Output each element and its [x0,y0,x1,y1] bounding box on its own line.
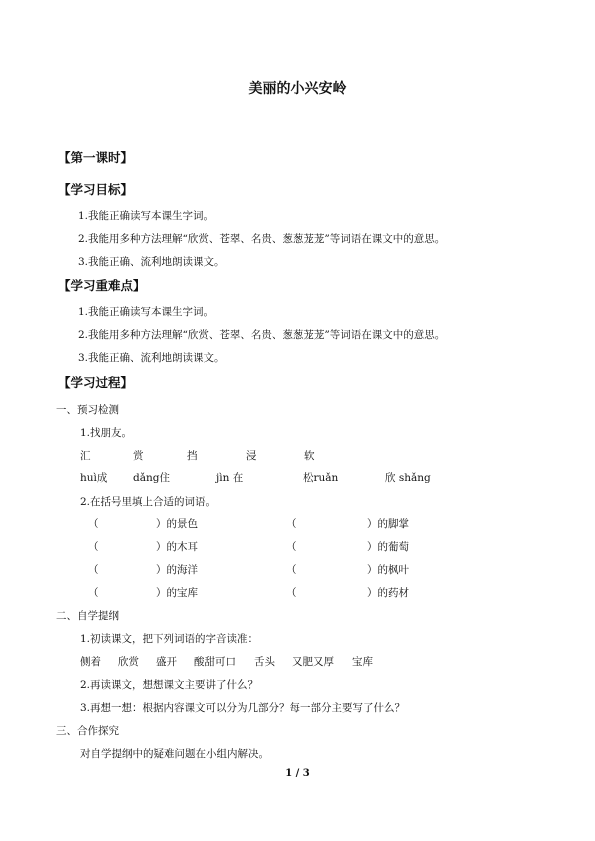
question: 2.在括号里填上合适的词语。 [80,496,217,508]
keypoint-item: 1.我能正确读写本课生字词。 [78,306,215,318]
pinyin-item: 欣 shǎng [385,472,431,484]
fill-bracket: （ [88,587,99,599]
pinyin-item: huì成 [80,472,108,484]
fill-bracket: （ [286,518,297,530]
fill-bracket: （ [88,564,99,576]
section-title: 一、预习检测 [56,404,119,416]
lesson-heading: 【第一课时】 [58,150,134,165]
char-item: 软 [304,450,315,462]
char-item: 浸 [246,450,257,462]
keypoint-item: 3.我能正确、流利地朗读课文。 [78,352,225,364]
question: 1.找朋友。 [80,427,133,439]
fill-bracket: （ [88,518,99,530]
char-item: 汇 [80,450,91,462]
goal-item: 2.我能用多种方法理解“欣赏、苍翠、名贵、葱葱茏茏”等词语在课文中的意思。 [78,233,446,245]
fill-bracket: （ [88,541,99,553]
fill-text: ）的枫叶 [367,564,409,576]
word-item: 侧着 [80,656,101,668]
fill-text: ）的木耳 [156,541,198,553]
char-item: 赏 [133,450,144,462]
fill-text: ）的药材 [367,587,409,599]
fill-text: ）的景色 [156,518,198,530]
fill-bracket: （ [286,564,297,576]
word-item: 宝库 [352,656,373,668]
keypoint-item: 2.我能用多种方法理解“欣赏、苍翠、名贵、葱葱茏茏”等词语在课文中的意思。 [78,329,446,341]
fill-bracket: （ [286,587,297,599]
question: 1.初读课文，把下列词语的字音读准： [80,633,259,645]
pinyin-item: jìn 在 [216,472,244,484]
section-title: 二、自学提纲 [56,610,119,622]
pinyin-item: dǎng住 [133,472,170,484]
section-title: 三、合作探究 [56,725,119,737]
fill-text: ）的海洋 [156,564,198,576]
keypoints-heading: 【学习重难点】 [58,278,146,293]
goals-heading: 【学习目标】 [58,182,134,197]
word-item: 盛开 [156,656,177,668]
fill-text: ）的脚掌 [367,518,409,530]
word-item: 舌头 [254,656,275,668]
goal-item: 1.我能正确读写本课生字词。 [78,210,215,222]
process-heading: 【学习过程】 [58,375,134,390]
fill-text: ）的宝库 [156,587,198,599]
goal-item: 3.我能正确、流利地朗读课文。 [78,256,225,268]
word-item: 欣赏 [118,656,139,668]
page-number: 1 / 3 [285,768,310,779]
pinyin-item: 松ruǎn [303,472,339,484]
word-item: 酸甜可口 [194,656,236,668]
word-item: 又肥又厚 [292,656,334,668]
section-text: 对自学提纲中的疑难问题在小组内解决。 [80,748,269,760]
page-title: 美丽的小兴安岭 [248,81,347,97]
char-item: 挡 [187,450,198,462]
question: 3.再想一想：根据内容课文可以分为几部分？每一部分主要写了什么？ [80,702,406,714]
fill-text: ）的葡萄 [367,541,409,553]
question: 2.再读课文，想想课文主要讲了什么？ [80,679,259,691]
fill-bracket: （ [286,541,297,553]
